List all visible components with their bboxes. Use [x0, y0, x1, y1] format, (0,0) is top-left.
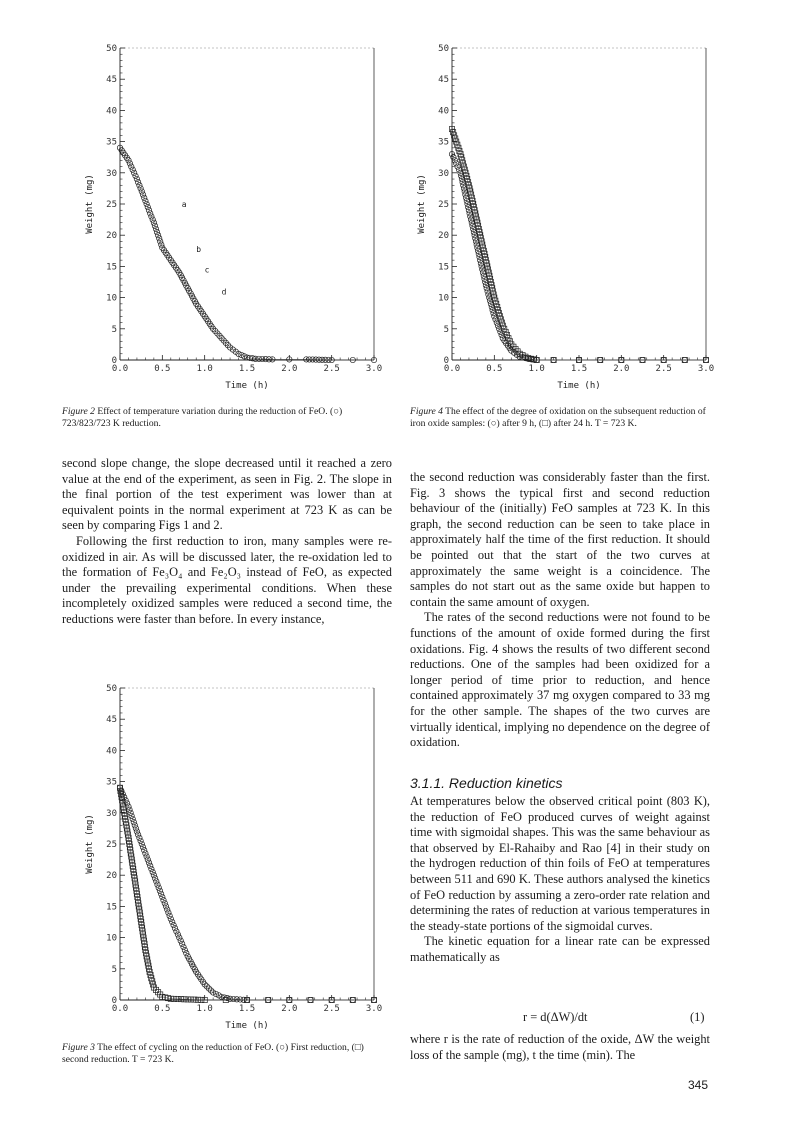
y-tick-label: 30 — [438, 168, 449, 179]
x-tick-label: 0.0 — [111, 1004, 129, 1014]
x-tick-label: 2.0 — [281, 1004, 298, 1014]
series-2 — [449, 127, 708, 363]
x-axis-title: Time (h) — [225, 381, 269, 391]
right-paragraph-4: The kinetic equation for a linear rate can be expressed mathematically as — [410, 934, 710, 964]
series-line — [452, 154, 706, 360]
figure-2-chart — [80, 38, 390, 398]
y-tick-label: 5 — [111, 324, 117, 335]
y-tick-label: 20 — [106, 871, 117, 882]
y-tick-label: 20 — [106, 231, 117, 242]
y-tick-label: 35 — [106, 137, 117, 148]
right-paragraph-2: The rates of the second reductions were not found to be functions of the amount of oxide formed during the first oxidations. Fig. 4 shows the results of two different second reductions. One of the samples had been oxidized for a longer period of time prior to reduction, and hence contained approximately 37 mg oxygen compared to 33 mg for the other sample. The shapes of the two curves are virtually identical, implying no dependence on the degree of oxidation. — [410, 610, 710, 750]
y-tick-label: 5 — [111, 964, 117, 975]
figure-4-chart — [412, 38, 722, 398]
series-1 — [117, 785, 376, 1003]
y-tick-label: 45 — [106, 75, 117, 86]
y-tick-label: 0 — [111, 356, 117, 366]
x-tick-label: 2.5 — [323, 1004, 340, 1014]
x-tick-label: 0.5 — [486, 364, 503, 374]
x-tick-label: 2.0 — [281, 364, 298, 374]
series-1 — [117, 145, 376, 363]
y-axis-title: Weight (mg) — [85, 174, 95, 234]
y-tick-label: 5 — [443, 324, 449, 335]
series-1 — [449, 151, 708, 362]
y-tick-label: 40 — [106, 746, 117, 757]
x-tick-label: 2.5 — [655, 364, 672, 374]
x-tick-label: 1.5 — [238, 364, 256, 374]
y-tick-label: 50 — [438, 44, 449, 54]
x-tick-label: 0.5 — [154, 364, 171, 374]
y-axis-title: Weight (mg) — [85, 814, 95, 874]
left-paragraph-2: Following the first reduction to iron, many samples were re-oxidized in air. As will be discussed later, the re-oxidation led to the formation of Fe₃O₄ and Fe₂O₃ instead of FeO, as expected under the prevailing experimental conditions. When these incompletely oxidized samples were reduced a second time, the reductions were faster than before. In every instance, — [62, 533, 392, 626]
y-tick-label: 0 — [111, 996, 117, 1006]
figure-2-caption-text: Effect of temperature variation during the reduction of FeO. (○) 723/823/723 K reduction. — [62, 406, 343, 429]
figure-3-chart — [80, 678, 390, 1036]
figure-3-caption-label: Figure 3 — [62, 1042, 95, 1053]
x-axis-title: Time (h) — [225, 1021, 269, 1031]
x-tick-label: 1.0 — [196, 364, 213, 374]
y-tick-label: 25 — [106, 200, 117, 210]
y-tick-label: 35 — [106, 777, 117, 788]
section-heading: 3.1.1. Reduction kinetics — [410, 775, 563, 791]
y-tick-label: 25 — [106, 840, 117, 850]
right-paragraph-1: the second reduction was considerably faster than the first. Fig. 3 shows the typical first and second reduction behaviour of the (initially) FeO samples at 723 K. In this graph, the second reduction can be seen to take place in approximately half the time of the first reduction. It should be pointed out that the start of the two curves at approximately the same weight is a coincidence. The samples do not start out as the same oxide but happen to contain the same amount of oxygen. — [410, 470, 710, 609]
figure-4-caption-label: Figure 4 — [410, 406, 443, 417]
left-column-text — [62, 456, 392, 628]
y-tick-label: 50 — [106, 44, 117, 54]
y-tick-label: 15 — [106, 262, 117, 273]
y-tick-label: 45 — [106, 715, 117, 726]
y-tick-label: 35 — [438, 137, 449, 148]
x-tick-label: 1.5 — [238, 1004, 256, 1014]
curve-label-a: a — [181, 200, 187, 210]
figure-4-caption-text: The effect of the degree of oxidation on the subsequent reduction of iron oxide samples: (○) after 9 h, (□) after 24 h. T = 723 K. — [410, 406, 706, 429]
x-tick-label: 1.0 — [528, 364, 545, 374]
x-tick-label: 3.0 — [697, 364, 715, 374]
right-column-text-bottom — [410, 794, 710, 966]
right-column-text-end — [410, 1032, 710, 1063]
figure-3-caption — [62, 1042, 392, 1066]
y-tick-label: 10 — [106, 933, 117, 944]
page-number: 345 — [688, 1078, 709, 1092]
y-tick-label: 25 — [438, 200, 449, 210]
x-tick-label: 2.5 — [323, 364, 340, 374]
x-tick-label: 0.0 — [111, 364, 129, 374]
y-tick-label: 15 — [438, 262, 449, 273]
right-paragraph-3: At temperatures below the observed critical point (803 K), the reduction of FeO produced curves of weight against time with sigmoidal shapes. This was the same behaviour as that observed by El-Rahaiby and Rao [4] in their study on the hydrogen reduction of thin foils of FeO at temperatures between 511 and 690 K. These authors analysed the kinetics of FeO reduction by assuming a zero-order rate relation and determining the rates of reduction at various temperatures in the steady-state portions of the sigmoidal curves. — [410, 794, 710, 933]
y-tick-label: 40 — [438, 106, 449, 117]
curve-label-c: c — [204, 265, 210, 275]
x-tick-label: 2.0 — [613, 364, 630, 374]
right-column-text-top — [410, 470, 710, 751]
y-tick-label: 40 — [106, 106, 117, 117]
figure-4-caption — [410, 406, 710, 430]
figure-3-caption-text: The effect of cycling on the reduction of FeO. (○) First reduction, (□) second reduction. T = 723 K. — [62, 1042, 364, 1065]
series-2 — [117, 785, 376, 1002]
y-tick-label: 50 — [106, 684, 117, 694]
x-axis-title: Time (h) — [557, 381, 601, 391]
y-tick-label: 45 — [438, 75, 449, 86]
x-tick-label: 0.0 — [443, 364, 461, 374]
left-paragraph-1: second slope change, the slope decreased until it reached a zero value at the end of the experiment, as seen in Fig. 2. The slope in the final portion of the test experiment was lower than at equivalent points in the normal experiment at 723 K as can be seen by comparing Figs 1 and 2. — [62, 456, 392, 533]
curve-label-b: b — [196, 245, 202, 255]
x-tick-label: 3.0 — [365, 364, 383, 374]
y-tick-label: 10 — [438, 293, 449, 304]
figure-2 — [80, 38, 390, 398]
y-tick-label: 30 — [106, 808, 117, 819]
y-tick-label: 10 — [106, 293, 117, 304]
x-tick-label: 1.5 — [570, 364, 588, 374]
x-tick-label: 0.5 — [154, 1004, 171, 1014]
equation: r = d(ΔW)/dt — [523, 1010, 588, 1024]
x-tick-label: 1.0 — [196, 1004, 213, 1014]
figure-2-caption — [62, 406, 392, 430]
curve-label-d: d — [221, 287, 227, 297]
y-tick-label: 20 — [438, 231, 449, 242]
x-tick-label: 3.0 — [365, 1004, 383, 1014]
right-paragraph-5: where r is the rate of reduction of the oxide, ΔW the weight loss of the sample (mg), t the time (min). The — [410, 1032, 710, 1062]
y-axis-title: Weight (mg) — [417, 174, 427, 234]
equation-number: (1) — [690, 1010, 705, 1024]
series-line — [452, 129, 706, 360]
series-line — [120, 148, 374, 360]
figure-3 — [80, 678, 390, 1036]
figure-4 — [412, 38, 722, 398]
y-tick-label: 15 — [106, 902, 117, 913]
y-tick-label: 0 — [443, 356, 449, 366]
y-tick-label: 30 — [106, 168, 117, 179]
figure-2-caption-label: Figure 2 — [62, 406, 95, 417]
